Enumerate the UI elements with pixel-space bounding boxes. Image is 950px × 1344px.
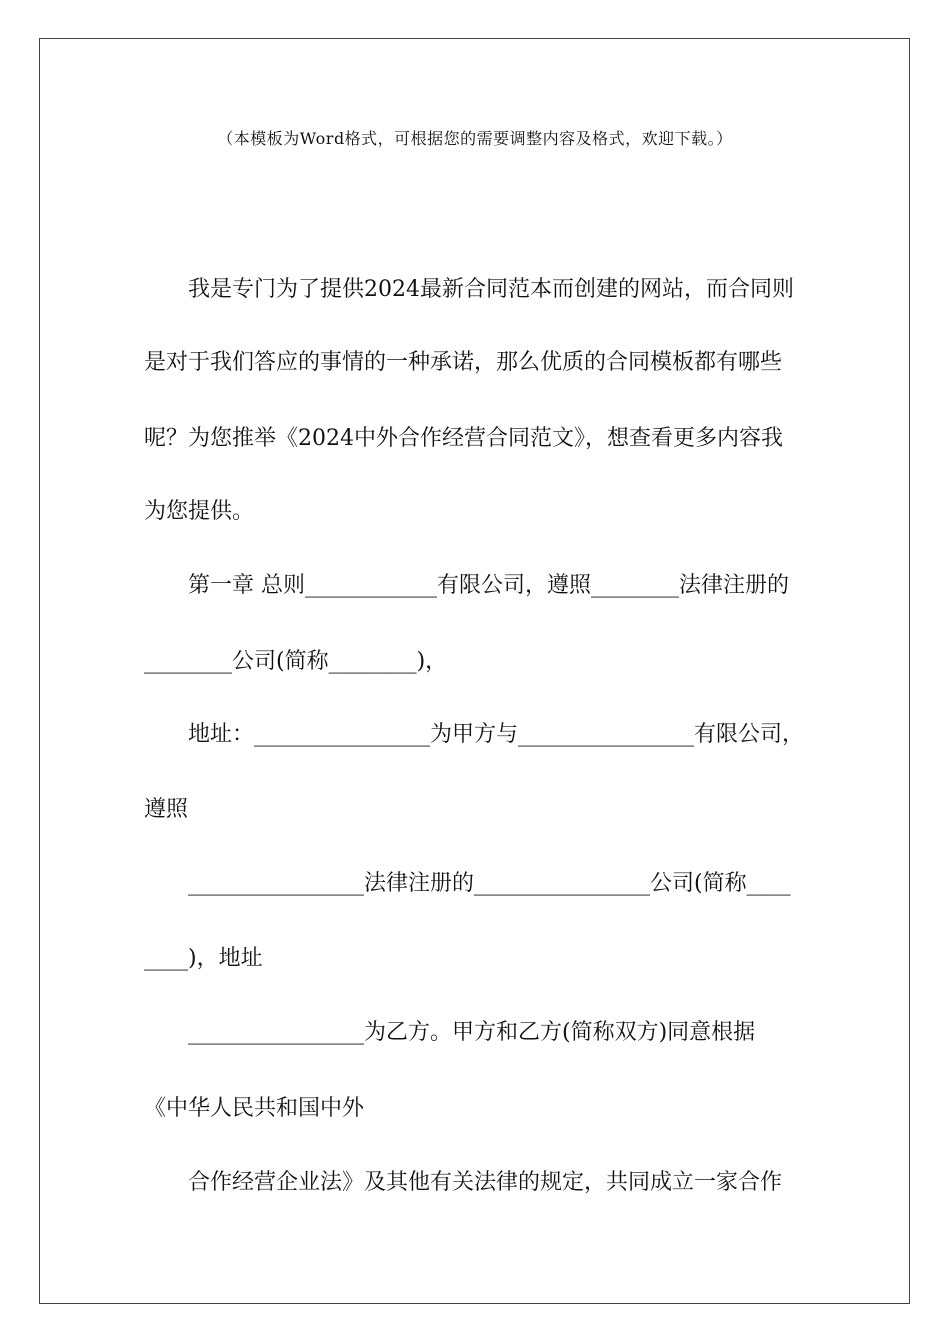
header-note: （本模板为Word格式，可根据您的需要调整内容及格式，欢迎下载。） [217, 129, 733, 148]
body-line-9: ________________法律注册的________________公司(简称____ [188, 871, 791, 896]
body-line-2: 是对于我们答应的事情的一种承诺，那么优质的合同模板都有哪些 [144, 350, 783, 375]
body-line-11: ________________为乙方。甲方和乙方(简称双方)同意根据 [188, 1020, 756, 1045]
body-line-7: 地址：________________为甲方与________________有限公司， [188, 722, 805, 747]
body-line-4: 为您提供。 [144, 499, 255, 524]
body-line-1: 我是专门为了提供2024最新合同范本而创建的网站，而合同则 [188, 277, 794, 302]
body-line-12: 《中华人民共和国中外 [144, 1096, 365, 1121]
body-line-3: 呢？为您推举《2024中外合作经营合同范文》，想查看更多内容我 [144, 426, 783, 451]
body-line-13: 合作经营企业法》及其他有关法律的规定，共同成立一家合作 [188, 1170, 783, 1195]
body-line-8: 遵照 [144, 797, 189, 822]
body-line-5: 第一章 总则____________有限公司，遵照________法律注册的 [188, 573, 789, 598]
body-line-6: ________公司(简称________)， [144, 649, 448, 674]
body-line-10: ____)，地址 [144, 946, 263, 971]
